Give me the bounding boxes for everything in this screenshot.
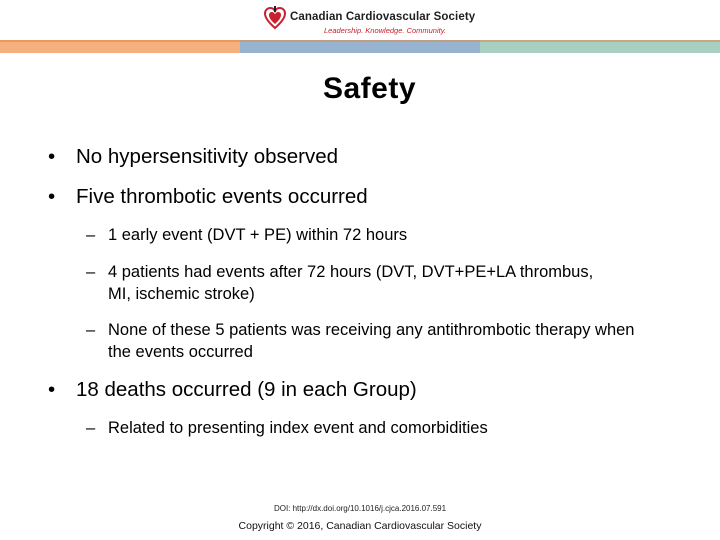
dash-glyph: – <box>86 321 96 339</box>
sub-bullet-item <box>86 417 646 439</box>
sub-bullet-text: None of these 5 patients was receiving any antithrombotic therapy when the events occurred <box>108 321 635 361</box>
bullet-glyph: • <box>48 145 56 168</box>
org-name: Canadian Cardiovascular Society <box>290 11 476 23</box>
ccs-logo <box>264 6 476 36</box>
header-band-line <box>0 40 720 42</box>
bullet-glyph: • <box>48 378 56 401</box>
copyright-notice: Copyright © 2016, Canadian Cardiovascular Society <box>238 520 482 532</box>
sub-bullet-item <box>86 319 636 363</box>
sub-bullet-text: 4 patients had events after 72 hours (DVT, DVT+PE+LA thrombus, MI, ischemic stroke) <box>108 263 594 303</box>
slide-title: Safety <box>322 72 416 105</box>
heart-logo-icon <box>264 6 286 30</box>
dash-glyph: – <box>86 419 96 437</box>
bullet-text: Five thrombotic events occurred <box>76 185 368 208</box>
sub-bullet-text: Related to presenting index event and comorbidities <box>108 419 488 437</box>
slide-header <box>0 0 720 40</box>
bullet-text: No hypersensitivity observed <box>76 145 339 168</box>
bullet-glyph: • <box>48 185 56 208</box>
org-tagline: Leadership. Knowledge. Community. <box>324 26 447 35</box>
sub-bullet-item <box>86 261 616 305</box>
sub-bullet-text: 1 early event (DVT + PE) within 72 hours <box>108 226 408 244</box>
sub-bullet-item <box>86 224 646 246</box>
doi-citation: DOI: http://dx.doi.org/10.1016/j.cjca.2016.07.591 <box>273 504 447 513</box>
dash-glyph: – <box>86 226 96 244</box>
dash-glyph: – <box>86 263 96 281</box>
bullet-text: 18 deaths occurred (9 in each Group) <box>76 378 417 401</box>
